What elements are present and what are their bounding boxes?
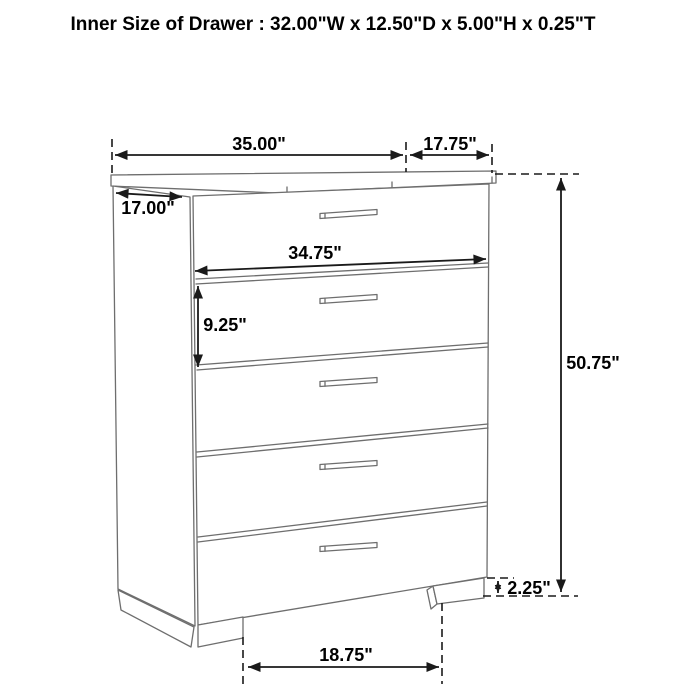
dim-top-width-label: 35.00": [232, 134, 286, 154]
dim-feet-spacing-label: 18.75": [319, 645, 373, 665]
dim-top-depth-label: 17.75": [423, 134, 477, 154]
dim-overall-height-label: 50.75": [566, 353, 620, 373]
dim-top-depth: [410, 134, 492, 173]
dim-feet-spacing: [243, 603, 442, 686]
dim-foot-height: [487, 578, 551, 598]
dim-drawer-width-label: 34.75": [288, 243, 342, 263]
diagram-title: Inner Size of Drawer : 32.00"W x 12.50"D x 5.00"H x 0.25"T: [70, 14, 596, 35]
dim-foot-height-label: 2.25": [507, 578, 551, 598]
dim-top-width: [112, 134, 406, 176]
dim-side-depth-label: 17.00": [121, 198, 175, 218]
dresser-side-panel: [113, 186, 195, 626]
dim-drawer-height-label: 9.25": [203, 315, 247, 335]
dim-overall-height: [483, 174, 620, 596]
